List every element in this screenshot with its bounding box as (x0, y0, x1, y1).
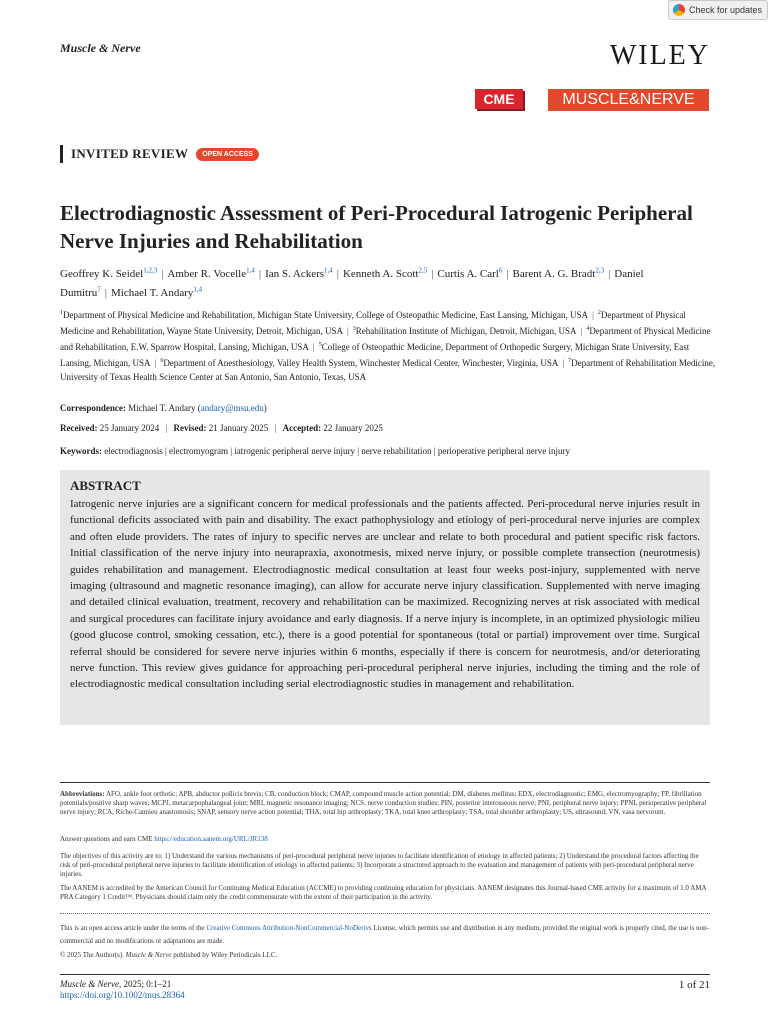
author-affiliation-marker: 1,2,3 (143, 266, 158, 274)
author-separator: | (104, 287, 107, 300)
author-list (60, 262, 720, 301)
abbreviations (60, 790, 710, 817)
footer-divider (60, 974, 710, 975)
check-for-updates-button[interactable] (668, 0, 768, 20)
author-name[interactable]: Geoffrey K. Seidel$^{1,2,3}$ (60, 266, 158, 280)
open-access-badge: OPEN ACCESS (196, 148, 259, 161)
revised-date: 21 January 2025 (208, 423, 269, 433)
accreditation: The AANEM is accredited by the American Council for Continuing Medical Education (ACCME) to providing continuing education for physicians. AANEM designates this Journal-based CME activity for a maximum of 1.0 AMA PRA Category 1 Credit™. Physicians should claim only the credit commensurate with the extent of their participation in the activity. (60, 884, 707, 901)
license-note (60, 922, 710, 948)
keywords-label: Keywords: (60, 446, 102, 456)
publisher-logo: WILEY (609, 40, 710, 71)
copyright-journal: Muscle & Nerve (125, 951, 172, 959)
affiliation-separator: | (346, 326, 349, 336)
author-separator: | (608, 267, 611, 280)
author-name[interactable]: Amber R. Vocelle$^{1,4}$ (167, 266, 255, 280)
author-affiliation-marker: 7 (97, 285, 101, 294)
keywords-text: electrodiagnosis | electromyogram | iatrogenic peripheral nerve injury | nerve rehabilitation | perioperative peripheral nerve injury (104, 446, 571, 456)
copyright-pre: © 2025 The Author(s). (60, 951, 124, 959)
copyright-post: published by Wiley Periodicals LLC. (173, 951, 278, 959)
affiliation-item: $^4$Department of Physical Medicine and Rehabilitation, E.W. Sparrow Hospital, Lansing, Michigan, USA (60, 326, 711, 352)
author-affiliation-marker: 6 (498, 266, 503, 274)
journal-badge: MUSCLE&NERVE (548, 89, 709, 111)
affiliations (60, 306, 720, 384)
cme-badge: CME (475, 89, 523, 109)
doi-link[interactable]: https://doi.org/10.1002/mus.28364 (60, 990, 185, 1000)
article-dates: Received: 25 January 2024 | Revised: 21 January 2025 | Accepted: 22 January 2025 (60, 423, 383, 433)
abstract-heading: ABSTRACT (70, 478, 141, 493)
author-separator: | (336, 267, 339, 280)
objectives: The objectives of this activity are to: 1) Understand the various mechanisms of peri-procedural peripheral nerve injuries to facilitate identification of etiology in affected patients; 2) Understand the procedural factors affecting the risk of peri-procedural peripheral nerve injuries to facilitate identification of etiology in affected patients; 3) Incorporate a structured approach to the evaluation and management of patients with peri-procedural peripheral nerve injuries. (60, 852, 699, 878)
author-affiliation-marker: 1,4 (324, 266, 333, 274)
author-name[interactable]: Daniel Dumitru$^7$ (60, 267, 644, 300)
affiliation-item: $^6$Department of Anesthesiology, Valley Health System, Winchester Medical Center, Winchester, Virginia, USA (160, 358, 559, 368)
author-separator: | (161, 267, 164, 280)
accepted-date: 22 January 2025 (323, 423, 383, 433)
section-header (60, 145, 259, 163)
author-separator: | (258, 267, 262, 280)
footer-journal: Muscle & Nerve (60, 979, 119, 989)
author-separator: | (431, 267, 434, 280)
license-link[interactable]: Creative Commons Attribution-NonCommercial-NoDerivs (206, 924, 372, 932)
received-date: 25 January 2024 (99, 423, 160, 433)
author-name[interactable]: Curtis A. Carl$^6$ (437, 266, 503, 280)
correspondence: Correspondence: Michael T. Andary (andary@msu.edu) (60, 403, 267, 413)
received-label: Received: (60, 423, 98, 433)
abbreviations-text: AFO, ankle foot orthotic; APB, abductor pollicis brevis; CB, conduction block; CMAP, compound muscle action potential; DM, diabetes mellitus; EDX, electrodiagnostic; EMG, electromyography; FP, fibrillation potentials/positive sharp waves; MCPJ, metacarpophalangeal joint; MRI, magnetic resonance imaging; NCS, nerve conduction studies; PIN, posterior interosseous nerve; PNI, peripheral nerve injury; PPNI, perioperative peripheral nerve injury; RCA, Riche-Cannieu anastomosis; SNAP, sensory nerve action potential; THA, total hip arthroplasty; TKA, total knee arthroplasty; TSA, total shoulder arthroplasty; US, ultrasound; VN, vasa nervorum. (60, 790, 707, 816)
author-affiliation-marker: 2,5 (418, 266, 428, 274)
author-name[interactable]: Ian S. Ackers$^{1,4}$ (265, 266, 333, 280)
affiliation-item: $^2$Department of Physical Medicine and Rehabilitation, Wayne State University, Detroit, Michigan, USA (60, 310, 686, 336)
footnote-divider (60, 782, 710, 783)
cme-note (60, 835, 710, 844)
affiliation-separator: | (592, 310, 594, 320)
abstract-text: Iatrogenic nerve injuries are a significant concern for medical professionals and the patients affected. Peri-procedural nerve injuries result in functional deficits associated with pain and disability. The exact pathophysiology and etiology of peri-procedural nerve injuries are complex and often elude providers. The rates of injury to specific nerves are unclear and relate to both procedural and patient specific risk factors. Initial classification of the nerve injury into neurapraxia, axonotmesis, mixed nerve injury, or possible complete transection (neurotmesis) guides rehabilitation and management. Electrodiagnostic medical consultation at least four weeks post-injury, supplemented with nerve imaging (ultrasound and magnetic resonance imaging), can allow for accurate nerve injury classification. Supplemented with nerve imaging and detailed clinical evaluation, treatment, recovery and rehabilitation can be maximized. Recognizing nerves at risk associated with medical and surgical procedures can facilitate injury avoidance and early diagnosis. If a nerve injury is incomplete, in an optimized physiologic milieu (good glucose control, smoking cessation, etc.), there is a good potential for spontaneous (total or partial) improvement over time. Surgical referral should be considered for severe nerve injuries within 6 months, especially if there is concern for neurotmesis, and/or deteriorating nerve function. This review gives guidance for approaching peri-procedural peripheral nerve injuries, including the timing and the role of electrodiagnostic medical consultation including serial electrodiagnostic studies in management and rehabilitation. (70, 498, 700, 691)
revised-label: Revised: (173, 423, 207, 433)
license-pre: This is an open access article under the terms of the (60, 924, 205, 932)
abstract-box (60, 470, 710, 725)
accepted-label: Accepted: (282, 423, 322, 433)
section-rule (60, 145, 63, 163)
article-title: Electrodiagnostic Assessment of Peri-Procedural Iatrogenic Peripheral Nerve Injuries and Rehabilitation (60, 201, 693, 253)
cme-note-text: Answer questions and earn CME (60, 835, 153, 843)
author-name[interactable]: Kenneth A. Scott$^{2,5}$ (342, 266, 428, 280)
footer-citation (60, 979, 185, 1001)
affiliation-item: $^3$Rehabilitation Institute of Michigan, Detroit, Michigan, USA (352, 326, 577, 336)
correspondence-label: Correspondence: (60, 403, 126, 413)
author-name[interactable]: Barent A. G. Bradt$^{2,3}$ (512, 266, 605, 280)
check-for-updates-label: Check for updates (689, 5, 763, 15)
journal-name: Muscle & Nerve (60, 41, 141, 55)
footer-volume: , 2025; 0:1–21 (118, 979, 172, 989)
affiliation-separator: | (312, 342, 315, 352)
author-affiliation-marker: 1,4 (193, 285, 203, 294)
cme-link[interactable]: https://education.aanem.org/URL/JR138 (154, 835, 268, 843)
affiliation-item: $^1$Department of Physical Medicine and Rehabilitation, Michigan State University, College of Osteopathic Medicine, East Lansing, Michigan, USA (60, 310, 589, 320)
page-number: 1 of 21 (678, 979, 710, 991)
author-affiliation-marker: 2,3 (595, 266, 605, 274)
copyright (60, 951, 710, 960)
affiliation-separator: | (580, 326, 583, 336)
author-affiliation-marker: 1,4 (246, 266, 255, 274)
crossmark-icon (673, 4, 685, 16)
affiliation-separator: | (562, 358, 565, 368)
author-separator: | (506, 267, 509, 280)
correspondence-email-link[interactable]: andary@msu.edu (200, 403, 264, 413)
license-post: License, which permits use and distribution in any medium, provided the original work is properly cited, the use is non-commercial and no modifications or adaptations are made. (60, 924, 709, 945)
section-label: INVITED REVIEW (71, 146, 189, 161)
abbreviations-label: Abbreviations: (60, 790, 105, 798)
keywords (60, 445, 720, 457)
author-name[interactable]: Michael T. Andary$^{1,4}$ (110, 285, 203, 300)
affiliation-item: $^7$Department of Rehabilitation Medicine, University of Texas Health Science Center at San Antonio, San Antonio, Texas, USA (60, 358, 716, 382)
correspondence-name: Michael T. Andary (128, 403, 196, 413)
dotted-divider (60, 913, 710, 914)
affiliation-item: $^5$College of Osteopathic Medicine, Department of Orthopedic Surgery, Michigan State University, East Lansing, Michigan, USA (60, 342, 690, 368)
affiliation-separator: | (154, 358, 157, 368)
